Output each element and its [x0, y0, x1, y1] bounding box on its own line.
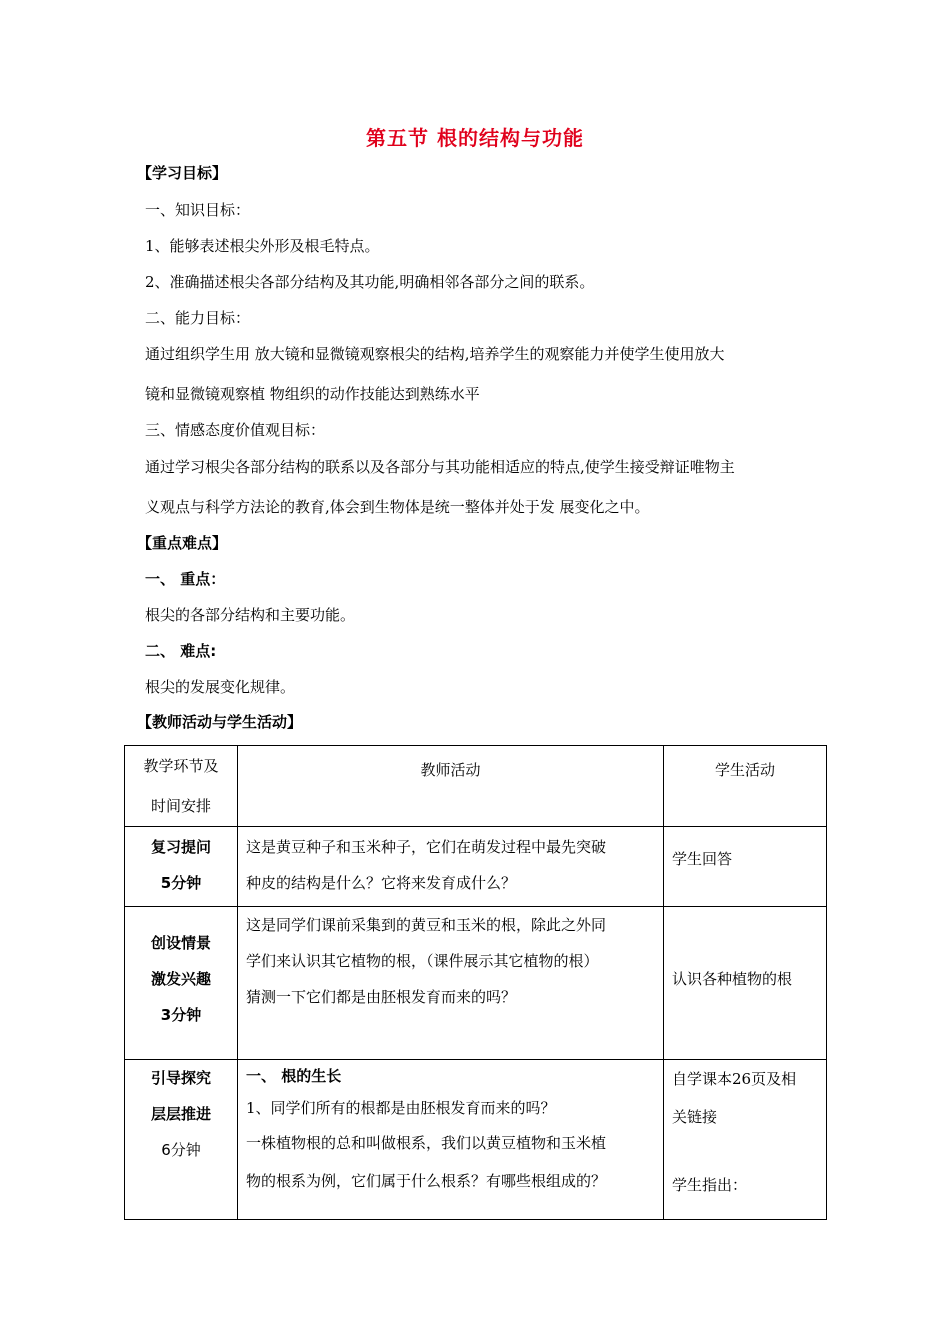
table-row: [125, 827, 827, 907]
teacher-activity-line: 学们来认识其它植物的根，（课件展示其它植物的根）: [246, 952, 599, 970]
teacher-activity-line: 一株植物根的总和叫做根系，我们以黄豆植物和玉米植: [246, 1134, 607, 1152]
stage-time: 6分钟: [161, 1141, 201, 1159]
ability-heading: 二、能力目标：: [145, 309, 251, 327]
ability-text-line-2: 镜和显微镜观察植 物组织的动作技能达到熟练水平: [145, 385, 480, 403]
stage-cell: [125, 907, 238, 1060]
header-student-cell: [664, 746, 827, 827]
header-student-label: 学生活动: [714, 761, 775, 779]
teacher-activity-cell: [238, 1060, 664, 1220]
teacher-activity-cell: [238, 907, 664, 1060]
ability-text-line-1: 通过组织学生用 放大镜和显微镜观察根尖的结构,培养学生的观察能力并使学生使用放大: [145, 345, 725, 363]
teacher-activity-cell: [238, 827, 664, 907]
student-activity-line: 学生指出：: [672, 1176, 748, 1194]
teacher-activity-line: 猜测一下它们都是由胚根发育而来的吗？: [246, 988, 517, 1006]
stage-name: 引导探究: [150, 1069, 211, 1087]
header-teacher-cell: [238, 746, 664, 827]
emotion-text-line-2: 义观点与科学方法论的教育,体会到生物体是统一整体并处于发 展变化之中。: [145, 498, 650, 516]
student-activity-line: 自学课本26页及相: [672, 1070, 797, 1088]
knowledge-item-1: 1、能够表述根尖外形及根毛特点。: [145, 237, 380, 255]
student-activity-cell: [664, 827, 827, 907]
emotion-heading: 三、情感态度价值观目标：: [145, 421, 326, 439]
lesson-plan-table: [124, 745, 827, 1220]
header-stage-line-1: 教学环节及: [143, 757, 219, 775]
student-activity-line: 认识各种植物的根: [672, 970, 793, 988]
teacher-activity-line: 种皮的结构是什么？它将来发育成什么？: [246, 874, 517, 892]
stage-name: 激发兴趣: [150, 970, 211, 988]
student-activity-cell: [664, 907, 827, 1060]
knowledge-item-2: 2、准确描述根尖各部分结构及其功能,明确相邻各部分之间的联系。: [145, 273, 595, 291]
table-row: [125, 907, 827, 1060]
difficulty-label: 二、 难点:: [145, 642, 217, 660]
key-difficulty-heading: 【重点难点】: [137, 534, 228, 552]
student-activity-line: 关链接: [672, 1108, 718, 1126]
table-row: [125, 1060, 827, 1220]
teacher-activity-heading: 一、 根的生长: [246, 1067, 342, 1085]
objectives-heading: 【学习目标】: [137, 164, 228, 182]
stage-name: 复习提问: [150, 838, 211, 856]
teacher-activity-line: 1、同学们所有的根都是由胚根发育而来的吗？: [246, 1099, 556, 1117]
stage-name: 层层推进: [150, 1105, 211, 1123]
key-point-text: 根尖的各部分结构和主要功能。: [145, 606, 356, 624]
difficulty-text: 根尖的发展变化规律。: [145, 678, 296, 696]
table-header-row: [125, 746, 827, 827]
stage-cell: [125, 827, 238, 907]
header-teacher-label: 教师活动: [420, 761, 481, 779]
student-activity-cell: [664, 1060, 827, 1220]
student-activity-line: 学生回答: [672, 850, 733, 868]
stage-name: 创设情景: [150, 934, 211, 952]
key-point-label: 一、 重点：: [145, 570, 226, 588]
stage-cell: [125, 1060, 238, 1220]
activity-heading: 【教师活动与学生活动】: [137, 713, 303, 731]
header-stage-cell: [125, 746, 238, 827]
knowledge-heading: 一、知识目标：: [145, 201, 251, 219]
teacher-activity-line: 物的根系为例，它们属于什么根系？有哪些根组成的？: [246, 1172, 607, 1190]
teacher-activity-line: 这是同学们课前采集到的黄豆和玉米的根，除此之外同: [246, 916, 607, 934]
teacher-activity-line: 这是黄豆种子和玉米种子，它们在萌发过程中最先突破: [246, 838, 607, 856]
stage-time: 3分钟: [160, 1006, 202, 1024]
stage-time: 5分钟: [160, 874, 202, 892]
page-title: 第五节 根的结构与功能: [366, 126, 584, 150]
emotion-text-line-1: 通过学习根尖各部分结构的联系以及各部分与其功能相适应的特点,使学生接受辩证唯物主: [145, 458, 735, 476]
header-stage-line-2: 时间安排: [150, 797, 211, 815]
